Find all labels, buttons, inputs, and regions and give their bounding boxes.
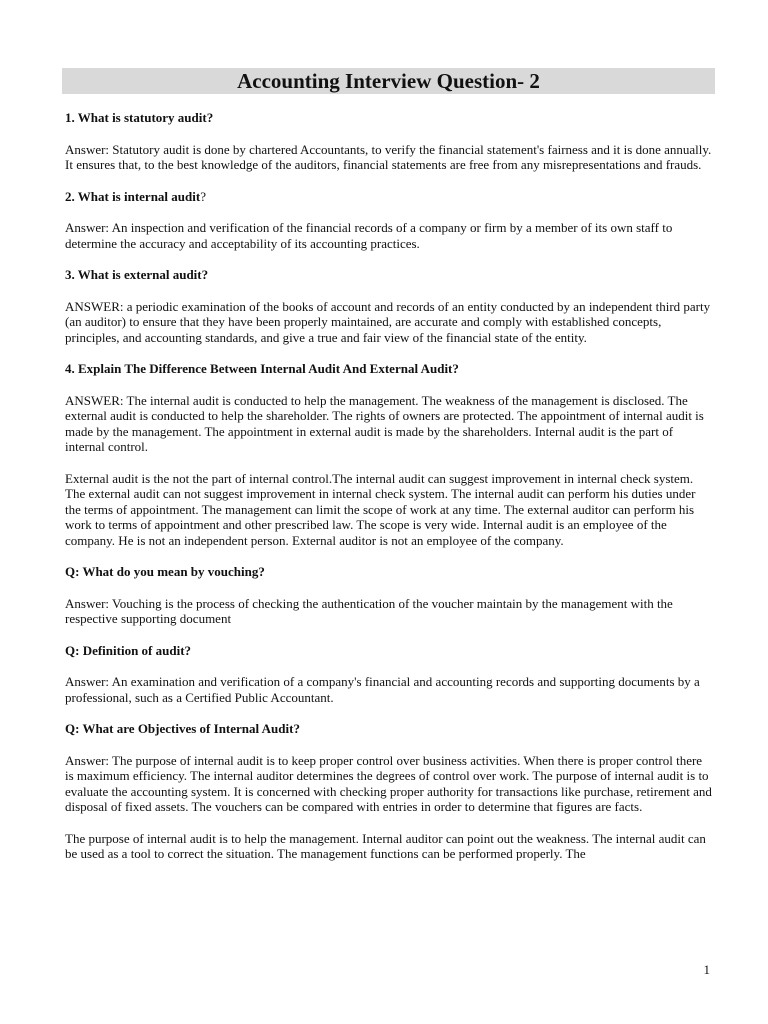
answer-objectives-part-1: Answer: The purpose of internal audit is to keep proper control over business activities. When there is proper control there is maximum efficiency. The internal auditor determines the degrees of control over work. The purpose of internal audit is to evaluate the accounting system. It is concerned with checking proper authority for transactions like purchase, retirement and disposal of fixed assets. The vouchers can be compared with entries in order to determine that figures are facts.: [65, 752, 712, 814]
answer-vouching: Answer: Vouching is the process of checking the authentication of the voucher maintain by the management with the respective supporting document: [65, 595, 673, 626]
question-1: 1. What is statutory audit?: [65, 110, 214, 125]
question-2: [65, 189, 713, 205]
question-definition: Q: Definition of audit?: [65, 642, 192, 658]
answer-4-part-1: ANSWER: The internal audit is conducted to help the management. The weakness of the management is disclosed. The external audit is conducted to help the shareholder. The rights of owners are protected. The appointment of internal audit is made by the management. The appointment in external audit is made by the shareholders. Internal audit is the part of internal control.: [65, 392, 704, 454]
question-3: 3. What is external audit?: [65, 267, 209, 282]
answer-definition: Answer: An examination and verification of a company's financial and accounting records and supporting documents by a professional, such as a Certified Public Accountant.: [65, 674, 700, 705]
question-objectives: Q: What are Objectives of Internal Audit?: [65, 721, 300, 736]
title-bar: [62, 68, 715, 94]
question-2-suffix: ?: [200, 188, 206, 204]
page-title: Accounting Interview Question- 2: [237, 69, 540, 93]
answer-2: Answer: An inspection and verification of the financial records of a company or firm by a member of its own staff to determine the accuracy and acceptability of its accounting practices.: [65, 220, 673, 251]
question-vouching: Q: What do you mean by vouching?: [65, 564, 265, 579]
question-4: 4. Explain The Difference Between Internal Audit And External Audit?: [65, 361, 459, 376]
qa-content: [65, 110, 713, 878]
page-number: 1: [703, 962, 710, 977]
answer-1: Answer: Statutory audit is done by chartered Accountants, to verify the financial statement's fairness and it is done annually. It ensures that, to the best knowledge of the auditors, financial statements are free from any misrepresentations and frauds.: [65, 141, 712, 172]
question-2-text: 2. What is internal audit: [65, 188, 201, 204]
answer-3: ANSWER: a periodic examination of the books of account and records of an entity conducted by an independent third party (an auditor) to ensure that they have been properly maintained, are accurate and comply with established concepts, principles, and accounting standards, and give a true and fair view of the financial state of the entity.: [65, 298, 711, 345]
answer-4-part-2: External audit is the not the part of internal control.The internal audit can suggest improvement in internal check system. The external audit can not suggest improvement in internal check system. The internal audit can perform his duties under the terms of appointment. The management can limit the scope of work at any time. The external auditor can perform his work to terms of appointment and other prescribed law. The scope is very wide. Internal audit is an employee of the company. He is not an independent person. External auditor is not an employee of the company.: [65, 470, 696, 548]
answer-objectives-part-2: The purpose of internal audit is to help the management. Internal auditor can point out the weakness. The internal audit can be used as a tool to correct the situation. The management functions can be performed properly. The: [65, 830, 706, 861]
